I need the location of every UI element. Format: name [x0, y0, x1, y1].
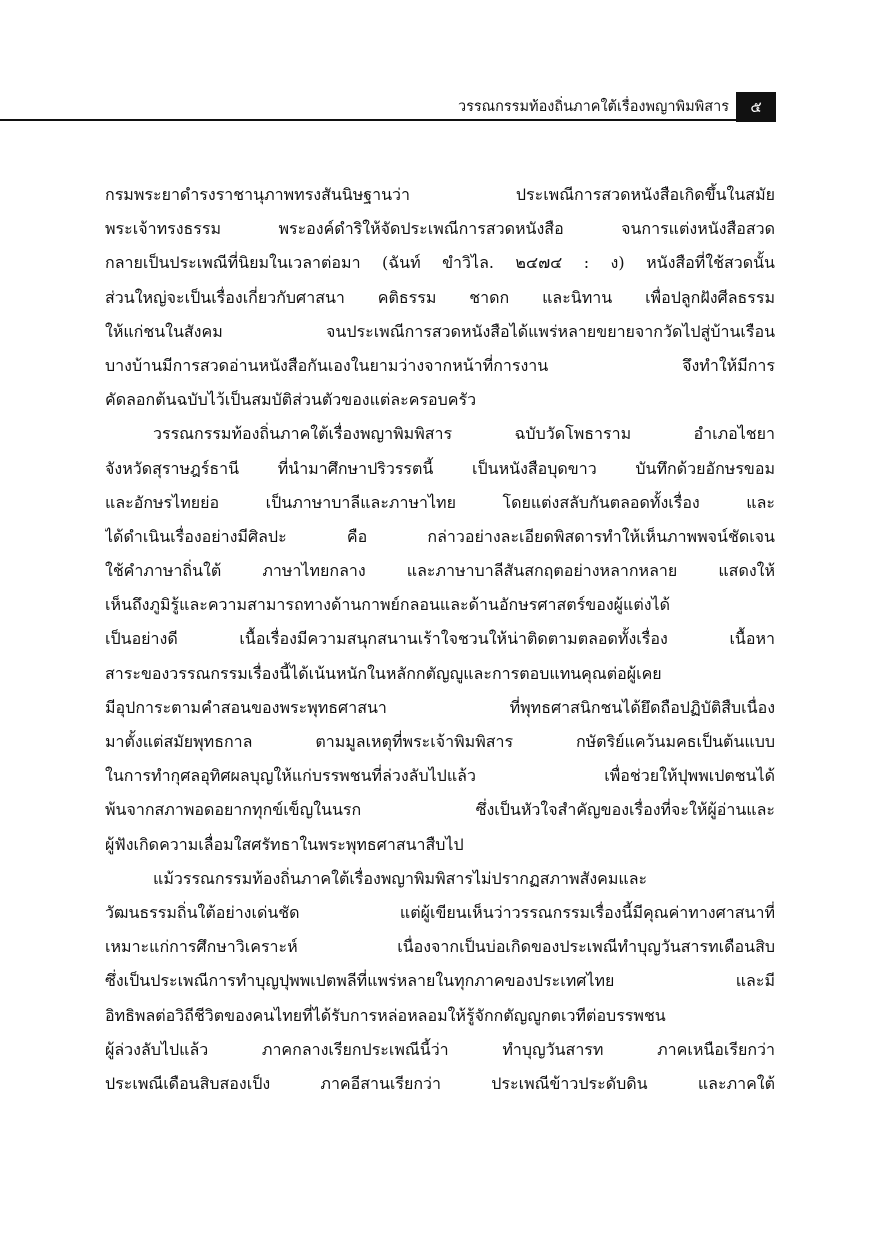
text-line: ผู้ล่วงลับไปแล้ว ภาคกลางเรียกประเพณีนี้ว่า ทำบุญวันสารท ภาคเหนือเรียกว่า — [105, 1039, 775, 1059]
header-rule — [0, 119, 736, 121]
body-text — [105, 178, 775, 1101]
text-line: ผู้ฟังเกิดความเลื่อมใสศรัทธาในพระพุทธศาสนาสืบไป — [105, 834, 464, 854]
text-line: คัดลอกต้นฉบับไว้เป็นสมบัติส่วนตัวของแต่ละครอบครัว — [105, 390, 477, 410]
text-line: วัฒนธรรมถิ่นใต้อย่างเด่นชัด แต่ผู้เขียนเห็นว่าวรรณกรรมเรื่องนี้มีคุณค่าทางศาสนาที่ — [105, 902, 775, 922]
text-line: เป็นอย่างดี เนื้อเรื่องมีความสนุกสนานเร้าใจชวนให้น่าติดตามตลอดทั้งเรื่อง เนื้อหา — [105, 629, 775, 649]
text-line: บางบ้านมีการสวดอ่านหนังสือกันเองในยามว่างจากหน้าที่การงาน จึงทำให้มีการ — [105, 355, 775, 375]
running-header — [0, 91, 877, 123]
text-line: พระเจ้าทรงธรรม พระองค์ดำริให้จัดประเพณีการสวดหนังสือ จนการแต่งหนังสือสวด — [105, 219, 775, 239]
text-line: ให้แก่ชนในสังคม จนประเพณีการสวดหนังสือได้แพร่หลายขยายจากวัดไปสู่บ้านเรือน — [105, 321, 775, 341]
text-line: ประเพณีเดือนสิบสองเป็ง ภาคอีสานเรียกว่า ประเพณีข้าวประดับดิน และภาคใต้ — [105, 1073, 775, 1093]
paragraph-first-line: แม้วรรณกรรมท้องถิ่นภาคใต้เรื่องพญาพิมพิสารไม่ปรากฏสภาพสังคมและ — [153, 868, 648, 888]
text-line: พ้นจากสภาพอดอยากทุกข์เข็ญในนรก ซึ่งเป็นหัวใจสำคัญของเรื่องที่จะให้ผู้อ่านและ — [105, 800, 775, 820]
running-title: วรรณกรรมท้องถิ่นภาคใต้เรื่องพญาพิมพิสาร — [457, 99, 729, 115]
text-line: มาตั้งแต่สมัยพุทธกาล ตามมูลเหตุที่พระเจ้าพิมพิสาร กษัตริย์แคว้นมคธเป็นต้นแบบ — [105, 732, 775, 751]
text-line: ได้ดำเนินเรื่องอย่างมีศิลปะ คือ กล่าวอย่างละเอียดพิสดารทำให้เห็นภาพพจน์ชัดเจน — [105, 526, 775, 546]
text-line: สาระของวรรณกรรมเรื่องนี้ได้เน้นหนักในหลักกตัญญูและการตอบแทนคุณต่อผู้เคย — [105, 663, 662, 683]
text-line: กรมพระยาดำรงราชานุภาพทรงสันนิษฐานว่า ประเพณีการสวดหนังสือเกิดขึ้นในสมัย — [105, 185, 775, 204]
text-line: เห็นถึงภูมิรู้และความสามารถทางด้านกาพย์กลอนและด้านอักษรศาสตร์ของผู้แต่งได้ — [105, 595, 670, 615]
text-line: ซึ่งเป็นประเพณีการทำบุญปุพพเปตพลีที่แพร่หลายในทุกภาคของประเทศไทย และมี — [105, 971, 775, 991]
text-line: ใช้คำภาษาถิ่นใต้ ภาษาไทยกลาง และภาษาบาลีสันสกฤตอย่างหลากหลาย แสดงให้ — [105, 561, 775, 581]
text-line: กลายเป็นประเพณีที่นิยมในเวลาต่อมา (ฉันท์ ขำวิไล. ๒๔๗๔ : ง) หนังสือที่ใช้สวดนั้น — [105, 253, 775, 273]
text-line: จังหวัดสุราษฎร์ธานี ที่นำมาศึกษาปริวรรตนี้ เป็นหนังสือบุดขาว บันทึกด้วยอักษรขอม — [105, 458, 775, 478]
paragraph-first-line: วรรณกรรมท้องถิ่นภาคใต้เรื่องพญาพิมพิสาร ฉบับวัดโพธาราม อำเภอไชยา — [153, 424, 775, 444]
text-line: ในการทำกุศลอุทิศผลบุญให้แก่บรรพชนที่ล่วงลับไปแล้ว เพื่อช่วยให้ปุพพเปตชนได้ — [105, 766, 775, 786]
text-line: และอักษรไทยย่อ เป็นภาษาบาลีและภาษาไทย โดยแต่งสลับกันตลอดทั้งเรื่อง และ — [105, 492, 775, 512]
text-line: ส่วนใหญ่จะเป็นเรื่องเกี่ยวกับศาสนา คติธรรม ชาดก และนิทาน เพื่อปลูกฝังศีลธรรม — [105, 287, 775, 307]
text-line: เหมาะแก่การศึกษาวิเคราะห์ เนื่องจากเป็นบ่อเกิดของประเพณีทำบุญวันสารทเดือนสิบ — [105, 937, 775, 957]
text-line: มีอุปการะตามคำสอนของพระพุทธศาสนา ที่พุทธศาสนิกชนได้ยึดถือปฏิบัติสืบเนื่อง — [105, 697, 775, 717]
text-line: อิทธิพลต่อวิถีชีวิตของคนไทยที่ได้รับการหล่อหลอมให้รู้จักกตัญญูกตเวทีต่อบรรพชน — [105, 1005, 666, 1025]
page-number: ๕ — [736, 92, 776, 122]
